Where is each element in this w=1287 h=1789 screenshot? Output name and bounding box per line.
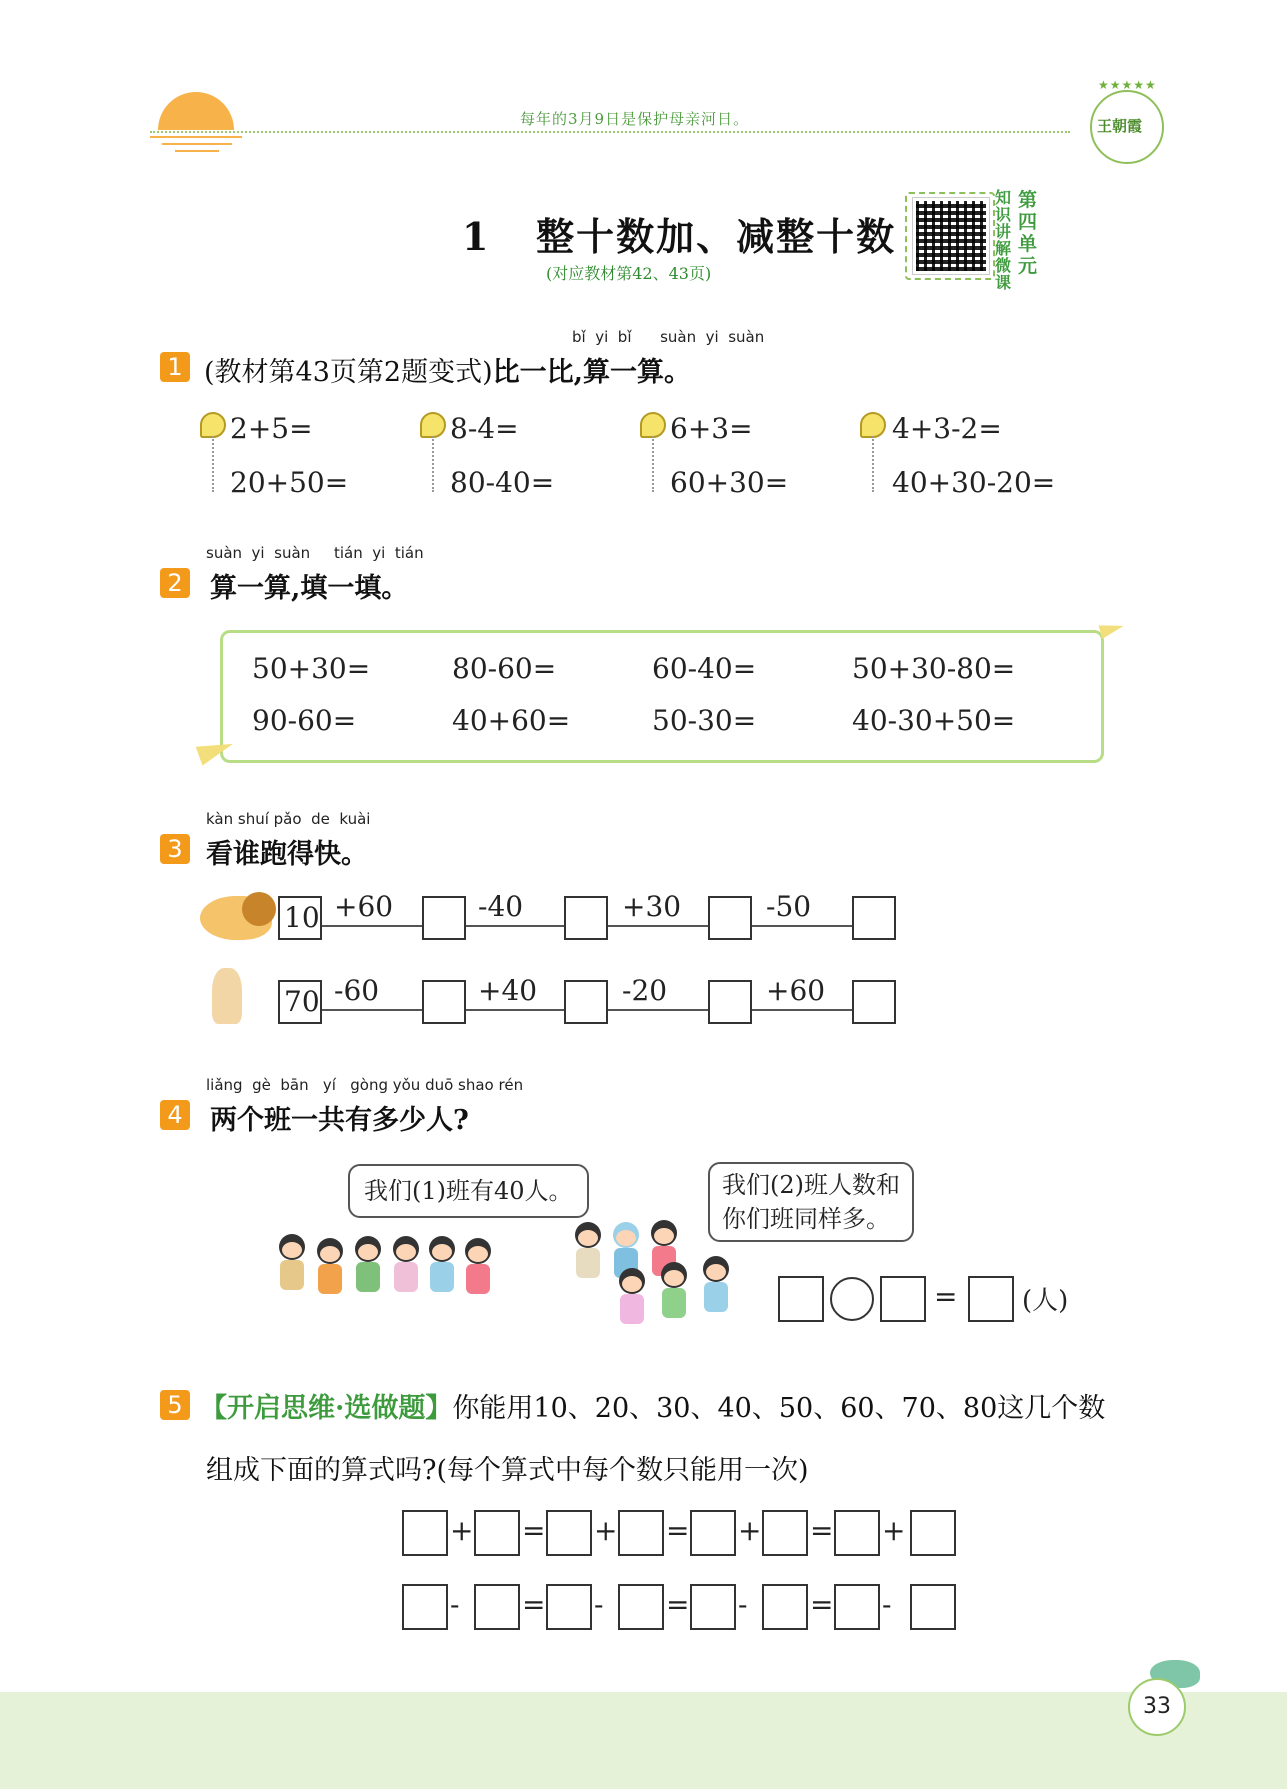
- q3-number-badge: 3: [160, 834, 190, 864]
- q2-exercise-box: [220, 630, 1104, 763]
- q5-text1: 你能用10、20、30、40、50、60、70、80这几个数: [452, 1393, 1106, 1424]
- answer-box[interactable]: [880, 1276, 926, 1322]
- connector-line: [752, 925, 852, 927]
- answer-box[interactable]: [618, 1584, 664, 1630]
- q2-text: 算一算,填一填。: [210, 573, 409, 604]
- q3-pinyin: kàn shuí pǎo de kuài: [206, 810, 371, 828]
- title-text: 整十数加、减整十数: [536, 214, 897, 259]
- answer-box[interactable]: [402, 1584, 448, 1630]
- deer-start: 70: [284, 985, 320, 1018]
- lion-op: +60: [334, 890, 394, 923]
- header-tagline: 每年的3月9日是保护母亲河日。: [520, 110, 750, 128]
- page-title: [462, 206, 896, 261]
- minus-sign: -: [450, 1588, 460, 1621]
- q2-expr: 80-60=: [452, 652, 557, 685]
- q4-number-badge: 4: [160, 1100, 190, 1130]
- equals-sign: =: [666, 1514, 690, 1547]
- answer-box[interactable]: [564, 896, 608, 940]
- plus-sign: +: [450, 1514, 474, 1547]
- speech-bubble-class1: 我们(1)班有40人。: [348, 1164, 589, 1218]
- answer-box[interactable]: [546, 1510, 592, 1556]
- lion-op: +30: [622, 890, 682, 923]
- q1-number-badge: 1: [160, 352, 190, 382]
- title-number: 1: [462, 214, 491, 259]
- answer-box[interactable]: [402, 1510, 448, 1556]
- q1-expr: 2+5=: [230, 412, 313, 445]
- plus-sign: +: [882, 1514, 906, 1547]
- child-figure: [574, 1222, 602, 1282]
- butterfly-icon: [640, 412, 666, 438]
- child-figure: [354, 1236, 382, 1296]
- answer-box[interactable]: [422, 980, 466, 1024]
- child-figure: [702, 1256, 730, 1316]
- footer-background: [0, 1692, 1287, 1789]
- answer-box[interactable]: [546, 1584, 592, 1630]
- q1-expr: 20+50=: [230, 466, 349, 499]
- sidebar-col1: 知识讲解微课: [995, 188, 1012, 292]
- q2-expr: 60-40=: [652, 652, 757, 685]
- deer-op: -20: [622, 974, 668, 1007]
- answer-box[interactable]: [474, 1584, 520, 1630]
- q2-expr: 50+30=: [252, 652, 371, 685]
- minus-sign: -: [594, 1588, 604, 1621]
- q1-expr: 8-4=: [450, 412, 519, 445]
- child-figure: [278, 1234, 306, 1294]
- butterfly-icon: [420, 412, 446, 438]
- q1-expr: 40+30-20=: [892, 466, 1056, 499]
- q2-number-badge: 2: [160, 568, 190, 598]
- answer-box[interactable]: [708, 896, 752, 940]
- q2-pinyin: suàn yi suàn tián yi tián: [206, 544, 424, 562]
- lion-op: -50: [766, 890, 812, 923]
- answer-box[interactable]: [690, 1510, 736, 1556]
- deer-op: -60: [334, 974, 380, 1007]
- answer-box[interactable]: [618, 1510, 664, 1556]
- bubble2-line1: 我们(2)班人数和: [722, 1171, 900, 1199]
- q5-number-badge: 5: [160, 1390, 190, 1420]
- vine-decoration: [212, 436, 216, 492]
- child-figure: [428, 1236, 456, 1296]
- equals-sign: =: [810, 1588, 834, 1621]
- speech-bubble-class2: [708, 1162, 914, 1242]
- brand-stars: ★★★★★: [1098, 78, 1157, 92]
- answer-box[interactable]: [708, 980, 752, 1024]
- q2-expr: 40+60=: [452, 704, 571, 737]
- answer-box[interactable]: [834, 1584, 880, 1630]
- answer-box[interactable]: [564, 980, 608, 1024]
- deer-op: +60: [766, 974, 826, 1007]
- child-figure: [392, 1236, 420, 1296]
- child-figure: [464, 1238, 492, 1298]
- answer-box[interactable]: [910, 1584, 956, 1630]
- minus-sign: -: [882, 1588, 892, 1621]
- deer-icon: [212, 968, 242, 1024]
- sun-line: [162, 143, 232, 145]
- equals-sign: =: [934, 1280, 958, 1313]
- sun-decoration: [158, 92, 234, 130]
- equals-sign: =: [666, 1588, 690, 1621]
- sun-line: [150, 136, 242, 138]
- brand-name: 王朝霞: [1097, 117, 1143, 135]
- lion-start: 10: [284, 901, 320, 934]
- q5-text2: 组成下面的算式吗?(每个算式中每个数只能用一次): [206, 1455, 809, 1486]
- sidebar-col2: 第四单元: [1018, 189, 1038, 277]
- butterfly-icon: [200, 412, 226, 438]
- q3-text: 看谁跑得快。: [206, 839, 368, 870]
- qr-code-icon[interactable]: [913, 198, 989, 274]
- connector-line: [466, 1009, 564, 1011]
- answer-box[interactable]: [852, 980, 896, 1024]
- answer-box[interactable]: [422, 896, 466, 940]
- child-figure: [660, 1262, 688, 1322]
- lion-mane-icon: [242, 892, 276, 926]
- answer-box[interactable]: [762, 1584, 808, 1630]
- answer-box[interactable]: [474, 1510, 520, 1556]
- q1-expr: 6+3=: [670, 412, 753, 445]
- child-figure: [316, 1238, 344, 1298]
- connector-line: [752, 1009, 852, 1011]
- minus-sign: -: [738, 1588, 748, 1621]
- connector-line: [322, 925, 422, 927]
- q1-pinyin: bǐ yi bǐ suàn yi suàn: [572, 328, 765, 346]
- connector-line: [608, 1009, 708, 1011]
- answer-box[interactable]: [778, 1276, 824, 1322]
- q5-line1: [200, 1386, 1105, 1425]
- q1-prefix: (教材第43页第2题变式): [204, 357, 493, 388]
- equals-sign: =: [810, 1514, 834, 1547]
- child-figure: [618, 1268, 646, 1328]
- vine-decoration: [432, 436, 436, 492]
- equals-sign: =: [522, 1588, 546, 1621]
- q4-text: 两个班一共有多少人?: [210, 1105, 469, 1136]
- butterfly-icon: [860, 412, 886, 438]
- equals-sign: =: [522, 1514, 546, 1547]
- paper-plane-icon: [1099, 619, 1126, 639]
- plus-sign: +: [594, 1514, 618, 1547]
- answer-box[interactable]: [968, 1276, 1014, 1322]
- q1-expr: 60+30=: [670, 466, 789, 499]
- connector-line: [466, 925, 564, 927]
- bubble2-line2: 你们班同样多。: [722, 1205, 890, 1233]
- q2-expr: 50+30-80=: [852, 652, 1016, 685]
- q4-pinyin: liǎng gè bān yí gòng yǒu duō shao rén: [206, 1076, 524, 1094]
- q2-expr: 90-60=: [252, 704, 357, 737]
- sun-line: [175, 150, 219, 152]
- answer-box[interactable]: [762, 1510, 808, 1556]
- q5-tag: 【开启思维·选做题】: [200, 1393, 453, 1424]
- q2-expr: 50-30=: [652, 704, 757, 737]
- page-subtitle: (对应教材第42、43页): [546, 264, 712, 283]
- deer-op: +40: [478, 974, 538, 1007]
- unit-label: (人): [1022, 1286, 1069, 1316]
- plus-sign: +: [738, 1514, 762, 1547]
- connector-line: [322, 1009, 422, 1011]
- q1-expr: 4+3-2=: [892, 412, 1002, 445]
- connector-line: [608, 925, 708, 927]
- q1-expr: 80-40=: [450, 466, 555, 499]
- header-divider: [150, 131, 1070, 133]
- vine-decoration: [872, 436, 876, 492]
- q1-instruction: 比一比,算一算。: [492, 357, 692, 388]
- q2-expr: 40-30+50=: [852, 704, 1016, 737]
- q1-text: [204, 350, 691, 389]
- answer-box[interactable]: [834, 1510, 880, 1556]
- operator-circle[interactable]: [830, 1277, 874, 1321]
- page-number: 33: [1128, 1678, 1186, 1736]
- answer-box[interactable]: [852, 896, 896, 940]
- answer-box[interactable]: [910, 1510, 956, 1556]
- vine-decoration: [652, 436, 656, 492]
- answer-box[interactable]: [690, 1584, 736, 1630]
- lion-op: -40: [478, 890, 524, 923]
